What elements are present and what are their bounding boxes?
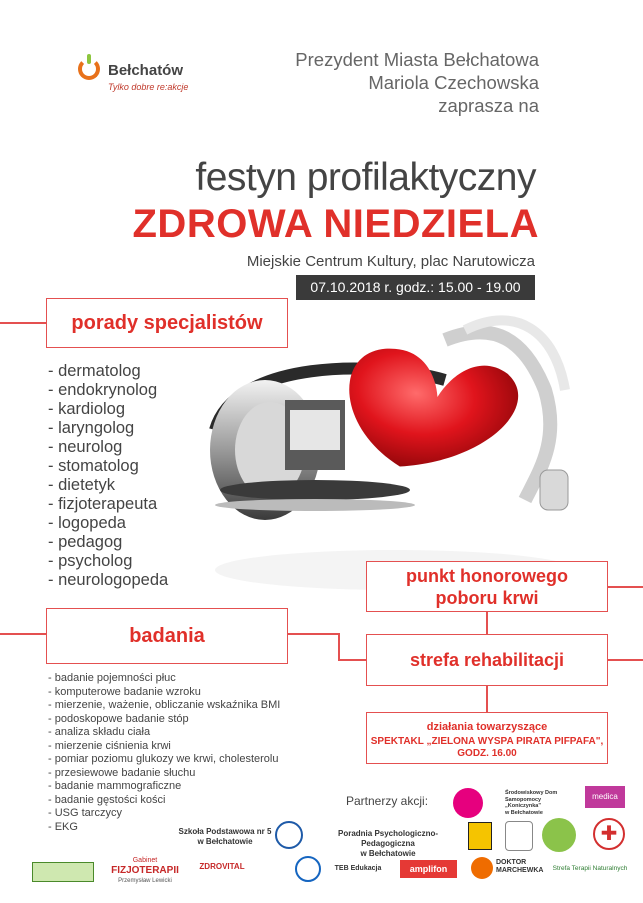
list-item: - przesiewowe badanie słuchu xyxy=(48,766,196,779)
side-events-line-1: SPEKTAKL „ZIELONA WYSPA PIRATA PIFPAFA", xyxy=(370,736,604,747)
blood-donation-box xyxy=(366,561,608,612)
specialists-heading: porady specjalistów xyxy=(46,298,288,348)
event-datetime: 07.10.2018 r. godz.: 15.00 - 19.00 xyxy=(296,275,535,300)
connector-line xyxy=(288,633,338,635)
fizjo-line-3: Przemysław Lewicki xyxy=(118,878,172,884)
rehab-box: strefa rehabilitacji xyxy=(366,634,608,686)
event-subtitle: ZDROWA NIEDZIELA xyxy=(132,202,539,246)
intro-text xyxy=(295,48,539,117)
list-item: - pomiar poziomu glukozy we krwi, cholesterolu xyxy=(48,753,279,765)
list-item: - badanie mammograficzne xyxy=(48,780,182,792)
partner-clinic xyxy=(318,829,458,859)
fizjo-line-1: Gabinet xyxy=(132,857,158,864)
tests-list xyxy=(48,672,280,834)
scouts-badge-icon xyxy=(505,821,533,851)
list-item: - komputerowe badanie wzroku xyxy=(48,685,201,698)
logo-tagline: Tylko dobre re:akcje xyxy=(108,82,189,92)
sds-line-1: Środowiskowy Dom xyxy=(505,790,558,796)
partner-logo-fizjo xyxy=(105,856,185,886)
list-item: - pedagog xyxy=(48,533,123,551)
list-item: - kardiolog xyxy=(48,400,126,418)
list-item: - EKG xyxy=(48,820,78,833)
partner-logo-amplifon: amplifon xyxy=(400,860,457,878)
partner-logo-archer-icon xyxy=(453,788,483,818)
clinic-line-1: Poradnia Psychologiczno-Pedagogiczna xyxy=(337,829,438,848)
connector-line xyxy=(486,686,488,712)
partner-logo-doktor xyxy=(496,859,546,875)
list-item: - stomatolog xyxy=(48,457,139,475)
connector-line xyxy=(0,322,46,324)
logo-name: Bełchatów xyxy=(108,62,184,79)
list-item: - analiza składu ciała xyxy=(48,726,151,738)
list-item: - badanie gęstości kości xyxy=(48,793,166,806)
list-item: - logopeda xyxy=(48,514,126,532)
list-item: - dietetyk xyxy=(48,476,115,494)
event-venue: Miejskie Centrum Kultury, plac Narutowicza xyxy=(246,253,535,270)
list-item: - fizjoterapeuta xyxy=(48,495,158,513)
connector-line xyxy=(608,659,643,661)
partner-school xyxy=(170,827,280,847)
sds-line-3: w Bełchatowie xyxy=(505,809,543,816)
doktor-line-2: MARCHEWKA xyxy=(496,867,544,874)
school-line-2: w Bełchatowie xyxy=(197,837,253,846)
tests-heading: badania xyxy=(46,608,288,664)
doktor-line-1: DOKTOR xyxy=(496,859,527,866)
red-cross-icon: ✚ xyxy=(593,818,625,850)
heart-icon xyxy=(337,342,523,485)
side-events-heading: działania towarzyszące xyxy=(426,721,548,733)
connector-line xyxy=(338,633,340,660)
list-item: - dermatolog xyxy=(48,362,141,380)
list-item: - endokrynolog xyxy=(48,381,158,399)
school-line-1: Szkoła Podstawowa nr 5 xyxy=(178,827,272,836)
city-crest-icon xyxy=(468,822,492,850)
event-title: festyn profilaktyczny xyxy=(195,156,536,199)
partner-logo-green-icon xyxy=(32,862,94,882)
clinic-line-2: w Bełchatowie xyxy=(360,849,416,858)
partner-logo-strefa: Strefa Terapii Naturalnych xyxy=(552,865,628,872)
intro-line-1: Prezydent Miasta Bełchatowa xyxy=(295,49,539,70)
list-item: - neurologopeda xyxy=(48,571,169,589)
partner-logo-teb: TEB Edukacja xyxy=(334,865,382,872)
side-events-line-2: GODZ. 16.00 xyxy=(457,748,517,759)
blood-line-1: punkt honorowego xyxy=(406,566,568,586)
power-apple-icon xyxy=(78,58,100,80)
police-badge-icon xyxy=(295,856,321,882)
belchatow-logo xyxy=(78,56,218,106)
list-item: - USG tarczycy xyxy=(48,807,122,819)
specialists-list xyxy=(48,362,168,590)
intro-line-3: zaprasza na xyxy=(438,95,539,116)
connector-line xyxy=(608,586,643,588)
kindergarten-logo-icon xyxy=(542,818,576,852)
list-item: - laryngolog xyxy=(48,419,135,437)
partner-logo-sds xyxy=(505,790,567,816)
list-item: - mierzenie, ważenie, obliczanie wskaźnika BMI xyxy=(48,699,281,711)
school-emblem-icon xyxy=(275,821,303,849)
connector-line xyxy=(338,659,366,661)
partner-logo-zdrovital: ZDROVITAL xyxy=(199,862,245,871)
intro-line-2: Mariola Czechowska xyxy=(368,72,539,93)
list-item: - neurolog xyxy=(48,438,123,456)
connector-line xyxy=(486,612,488,634)
sds-line-2: Samopomocy „Koniczynka" xyxy=(505,796,542,809)
partners-label: Partnerzy akcji: xyxy=(346,794,429,808)
list-item: - mierzenie ciśnienia krwi xyxy=(48,739,171,752)
blood-line-2: poboru krwi xyxy=(435,588,539,608)
list-item: - psycholog xyxy=(48,552,133,570)
partner-logo-medica: medica xyxy=(585,786,625,808)
fizjo-line-2: FIZJOTERAPII xyxy=(111,865,179,876)
side-events-box xyxy=(366,712,608,764)
list-item: - badanie pojemności płuc xyxy=(48,672,176,684)
carrot-doctor-icon xyxy=(471,857,493,879)
connector-line xyxy=(0,633,46,635)
list-item: - podoskopowe badanie stóp xyxy=(48,712,189,725)
